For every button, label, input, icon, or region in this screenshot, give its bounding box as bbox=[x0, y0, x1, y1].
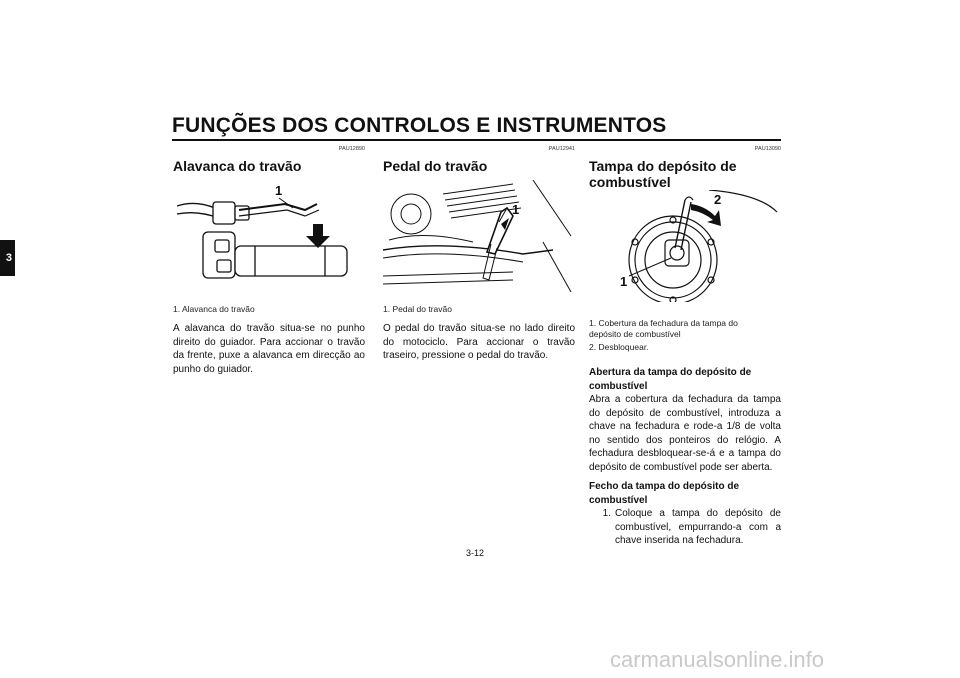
section-title-brake-pedal: Pedal do travão bbox=[383, 158, 488, 174]
subheading-closing: Fecho da tampa do depósito de combustível bbox=[589, 481, 740, 506]
figure-caption: 1. Cobertura da fechadura da tampa do depósito de combustível bbox=[589, 318, 738, 339]
section-title-brake-lever: Alavanca do travão bbox=[173, 158, 302, 174]
callout-number-2: 2 bbox=[714, 192, 722, 207]
page-title: FUNÇÕES DOS CONTROLOS E INSTRUMENTOS bbox=[172, 114, 667, 137]
header-rule bbox=[172, 139, 781, 141]
callout-number: 1 bbox=[512, 202, 520, 217]
fuel-cap-figure bbox=[589, 190, 781, 302]
body-paragraph: O pedal do travão situa-se no lado direito do motociclo. Para accionar o travão traseiro, pressione o pedal do travão. bbox=[383, 323, 575, 362]
page-number: 3-12 bbox=[466, 548, 485, 558]
brake-pedal-figure bbox=[383, 180, 575, 292]
callout-number-1: 1 bbox=[620, 274, 628, 289]
step-list bbox=[589, 507, 781, 548]
figure-caption: 1. Pedal do travão bbox=[383, 304, 452, 314]
section-title-fuel-cap: Tampa do depósito de combustível bbox=[589, 158, 737, 190]
list-item bbox=[589, 507, 781, 548]
body-paragraph: A alavanca do travão situa-se no punho direito do guiador. Para accionar o travão da frente, puxe a alavanca em direcção ao punho do guiador. bbox=[173, 323, 365, 375]
body-paragraph: Abra a cobertura da fechadura da tampa do depósito de combustível, introduza a chave na fechadura e rode-a 1/8 de volta no sentido dos ponteiros do relógio. A fechadura desbloquear-se-á e a tampa do depósito de combustível pode ser aberta. bbox=[589, 394, 781, 473]
section-code: PAU12941 bbox=[548, 146, 575, 152]
figure-caption: 2. Desbloquear. bbox=[589, 342, 649, 352]
figure-caption: 1. Alavanca do travão bbox=[173, 304, 255, 314]
step-number: 1. bbox=[602, 508, 611, 519]
section-code: PAU13090 bbox=[754, 146, 781, 152]
brake-lever-figure bbox=[175, 180, 365, 292]
section-code: PAU12890 bbox=[338, 146, 365, 152]
step-text: Coloque a tampa do depósito de combustível, empurrando-a com a chave inserida na fechadura. bbox=[615, 508, 781, 547]
subheading-opening: Abertura da tampa do depósito de combustível bbox=[589, 367, 752, 392]
callout-number: 1 bbox=[275, 183, 283, 198]
watermark: carmanualsonline.info bbox=[610, 647, 825, 672]
chapter-tab: 3 bbox=[0, 240, 15, 276]
